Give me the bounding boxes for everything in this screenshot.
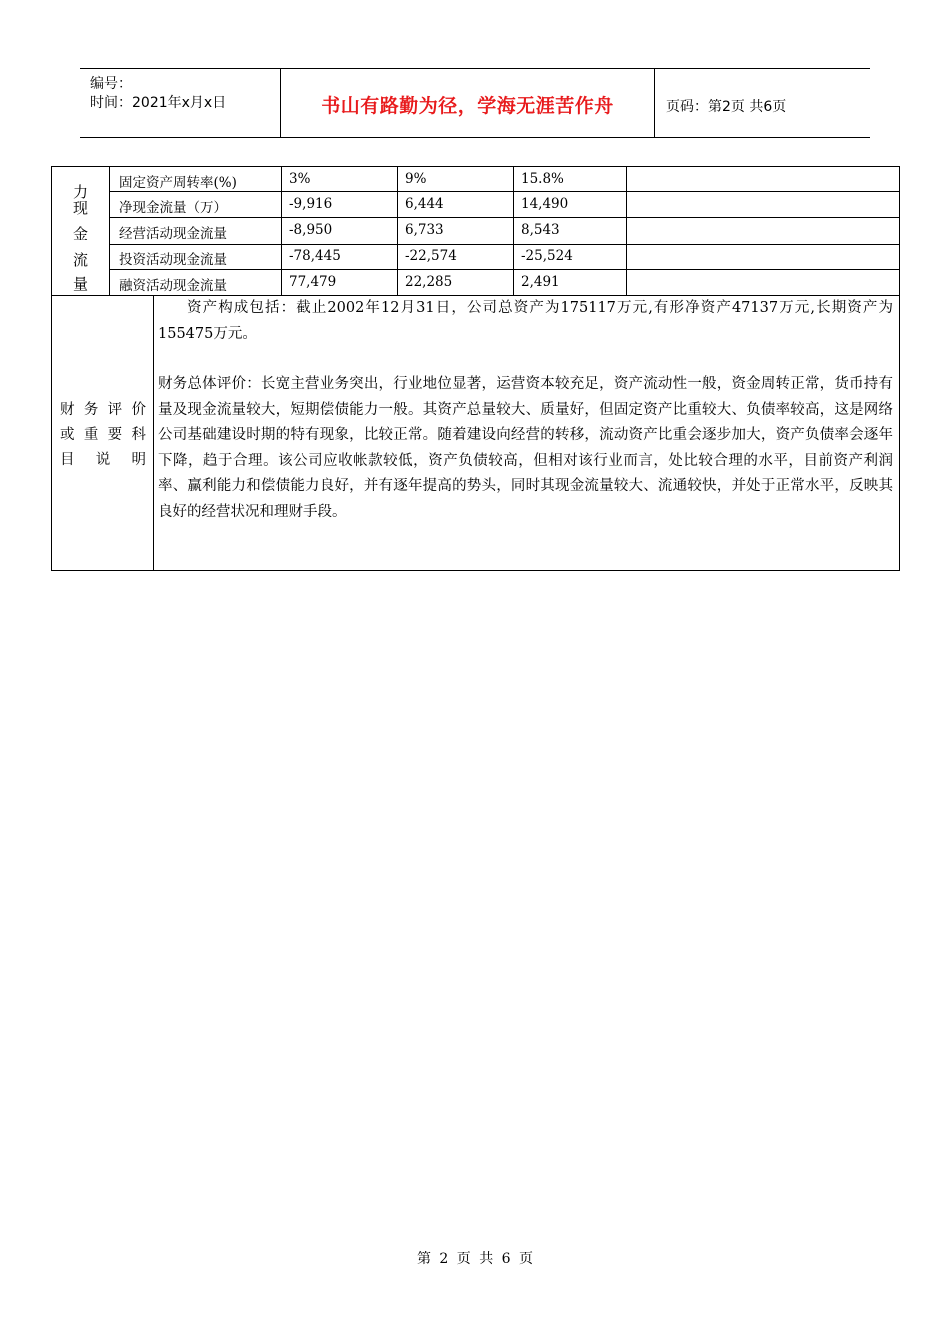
cashflow-category-cell xyxy=(52,167,109,295)
table-divider xyxy=(153,295,154,571)
row-value: 77,479 xyxy=(289,274,337,290)
evaluation-label-cell xyxy=(52,295,153,572)
row-label: 固定资产周转率(%) xyxy=(119,175,237,191)
row-value: 2,491 xyxy=(521,274,560,290)
overall-evaluation-paragraph: 财务总体评价：长宽主营业务突出，行业地位显著，运营资本较充足，资产流动性一般，资金周转正常，货币持有量及现金流量较大，短期偿债能力一般。其资产总量较大、质量好，但固定资产比重较大、负债率较高，这是网络公司基础建设时期的特有现象，比较正常。随着建设向经营的转移，流动资产比重会逐步加大，资产负债率会逐年下降，趋于合理。该公司应收帐款较低，资产负债较高，但相对该行业而言，处比较合理的水平，目前资产利润率、赢利能力和偿债能力良好，并有逐年提高的势头，同时其现金流量较大、流通较快，并处于正常水平，反映其良好的经营状况和理财手段。 xyxy=(158,376,893,520)
document-number-label: 编号： xyxy=(90,76,132,92)
row-value: 22,285 xyxy=(405,274,453,290)
page-header xyxy=(80,68,870,138)
financial-table xyxy=(51,166,900,571)
row-label: 融资活动现金流量 xyxy=(119,278,227,294)
row-value: 14,490 xyxy=(521,196,569,212)
row-value: 9% xyxy=(405,171,427,187)
row-value: 15.8% xyxy=(521,171,564,187)
category-char: 量 xyxy=(72,275,88,293)
row-value: 3% xyxy=(289,171,311,187)
header-motto: 书山有路勤为径，学海无涯苦作舟 xyxy=(321,95,614,117)
document-date-label: 时间：2021年x月x日 xyxy=(90,95,227,111)
row-value: -8,950 xyxy=(289,222,333,238)
category-char: 力 xyxy=(72,183,88,201)
row-value: 6,733 xyxy=(405,222,444,238)
row-label: 净现金流量（万） xyxy=(119,200,227,216)
row-value: -25,524 xyxy=(521,248,573,264)
category-char: 流 xyxy=(72,251,88,269)
row-value: 6,444 xyxy=(405,196,444,212)
header-page-info: 页码：第2页 共6页 xyxy=(666,99,787,115)
table-row xyxy=(109,192,900,216)
asset-composition-paragraph: 资产构成包括：截止2002年12月31日，公司总资产为175117万元,有形净资产47137万元,长期资产为155475万元。 xyxy=(158,300,893,342)
table-row xyxy=(109,218,900,242)
row-value: -9,916 xyxy=(289,196,333,212)
evaluation-label-line: 财务评价 xyxy=(60,402,146,418)
header-info-cell xyxy=(80,69,281,137)
page-footer: 第 2 页 共 6 页 xyxy=(416,1251,534,1267)
table-row xyxy=(109,167,900,191)
category-char: 现 xyxy=(72,199,88,217)
category-char: 金 xyxy=(72,225,88,243)
paragraph-spacer xyxy=(158,347,893,372)
header-motto-cell xyxy=(281,69,655,137)
evaluation-label-line: 或重要科 xyxy=(60,427,146,443)
evaluation-text-cell xyxy=(158,296,893,525)
evaluation-label-line: 目说明 xyxy=(60,452,146,468)
row-value: -78,445 xyxy=(289,248,341,264)
row-value: -22,574 xyxy=(405,248,457,264)
row-value: 8,543 xyxy=(521,222,560,238)
table-row xyxy=(109,244,900,268)
row-label: 投资活动现金流量 xyxy=(119,252,227,268)
table-row xyxy=(109,270,900,294)
row-label: 经营活动现金流量 xyxy=(119,226,227,242)
